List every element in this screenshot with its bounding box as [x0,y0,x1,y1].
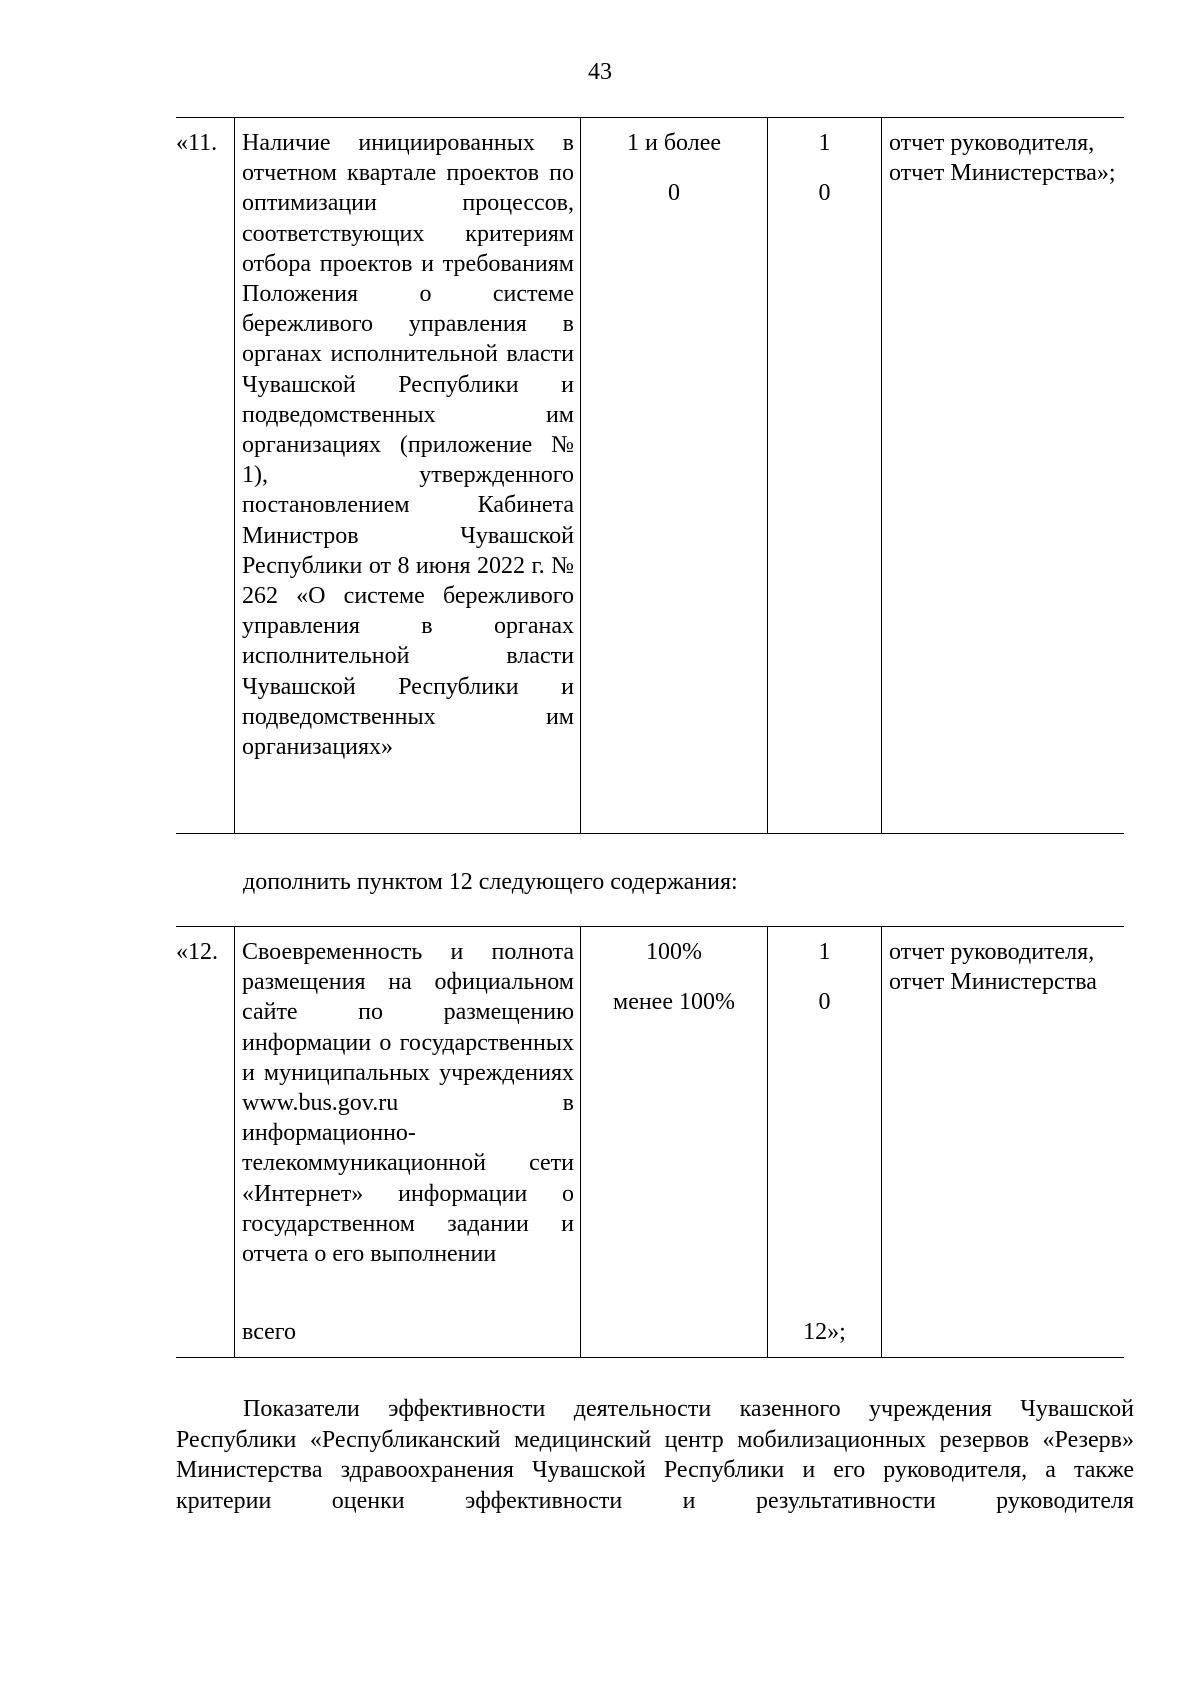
value-cell [581,927,768,1308]
source-cell [882,118,1125,834]
criteria-table-item-11 [176,117,1124,834]
amendment-text: дополнить пунктом 12 следующего содержания: [243,869,738,895]
item-number: «11. [176,130,218,156]
source-cell [882,927,1125,1308]
points-high: 1 [818,130,831,156]
points-cell [768,927,882,1308]
empty-cell [176,1307,235,1358]
empty-cell [882,1307,1125,1358]
criterion-description: Своевременность и полнота размещения на официальном сайте по размещению информации о государственных и муниципальных учреждениях www.bus.gov.ru в информационно-телекоммуникационной сети «Интернет» информации о государственном задании и отчета о его выполнении [242,939,574,1268]
body-paragraph [176,1394,1134,1516]
value-low: менее 100% [613,989,735,1016]
table-row-total [176,1307,1124,1358]
table-row [176,118,1124,834]
source-text: отчет руководителя, отчет Министерства»; [889,130,1116,187]
criterion-description-cell [235,927,581,1308]
points-high: 1 [818,939,831,965]
empty-cell [581,1307,768,1358]
item-number-cell [176,927,235,1308]
value-cell [581,118,768,834]
value-high: 100% [646,939,702,965]
item-number-cell [176,118,235,834]
value-low: 0 [668,180,680,207]
page-number: 43 [588,59,612,85]
total-label: всего [242,1319,297,1345]
points-low: 0 [818,989,831,1016]
criterion-description: Наличие инициированных в отчетном квартале проектов по оптимизации процессов, соответствующих критериям отбора проектов и требованиям Положения о системе бережливого управления в органах исполнительной власти Чувашской Республики и подведомственных им организациях (приложение № 1), утвержденного постановлением Кабинета Министров Чувашской Республики от 8 июня 2022 г. № 262 «О системе бережливого управления в органах исполнительной власти Чувашской Республики и подведомственных им организациях» [242,130,574,761]
table-row [176,927,1124,1308]
points-cell [768,118,882,834]
total-label-cell [235,1307,581,1358]
criterion-description-cell [235,118,581,834]
item-number: «12. [176,939,218,965]
body-paragraph-text: Показатели эффективности деятельности казенного учреждения Чувашской Республики «Республиканский медицинский центр мобилизационных резервов «Резерв» Министерства здравоохранения Чувашской Республики и его руководителя, а также критерии оценки эффективности и результативности руководителя [176,1396,1134,1514]
criteria-table-item-12 [176,926,1124,1358]
total-points-cell [768,1307,882,1358]
points-low: 0 [818,180,831,207]
value-high: 1 и более [626,130,722,156]
total-points: 12»; [803,1319,846,1345]
source-text: отчет руководителя, отчет Министерства [889,939,1097,996]
